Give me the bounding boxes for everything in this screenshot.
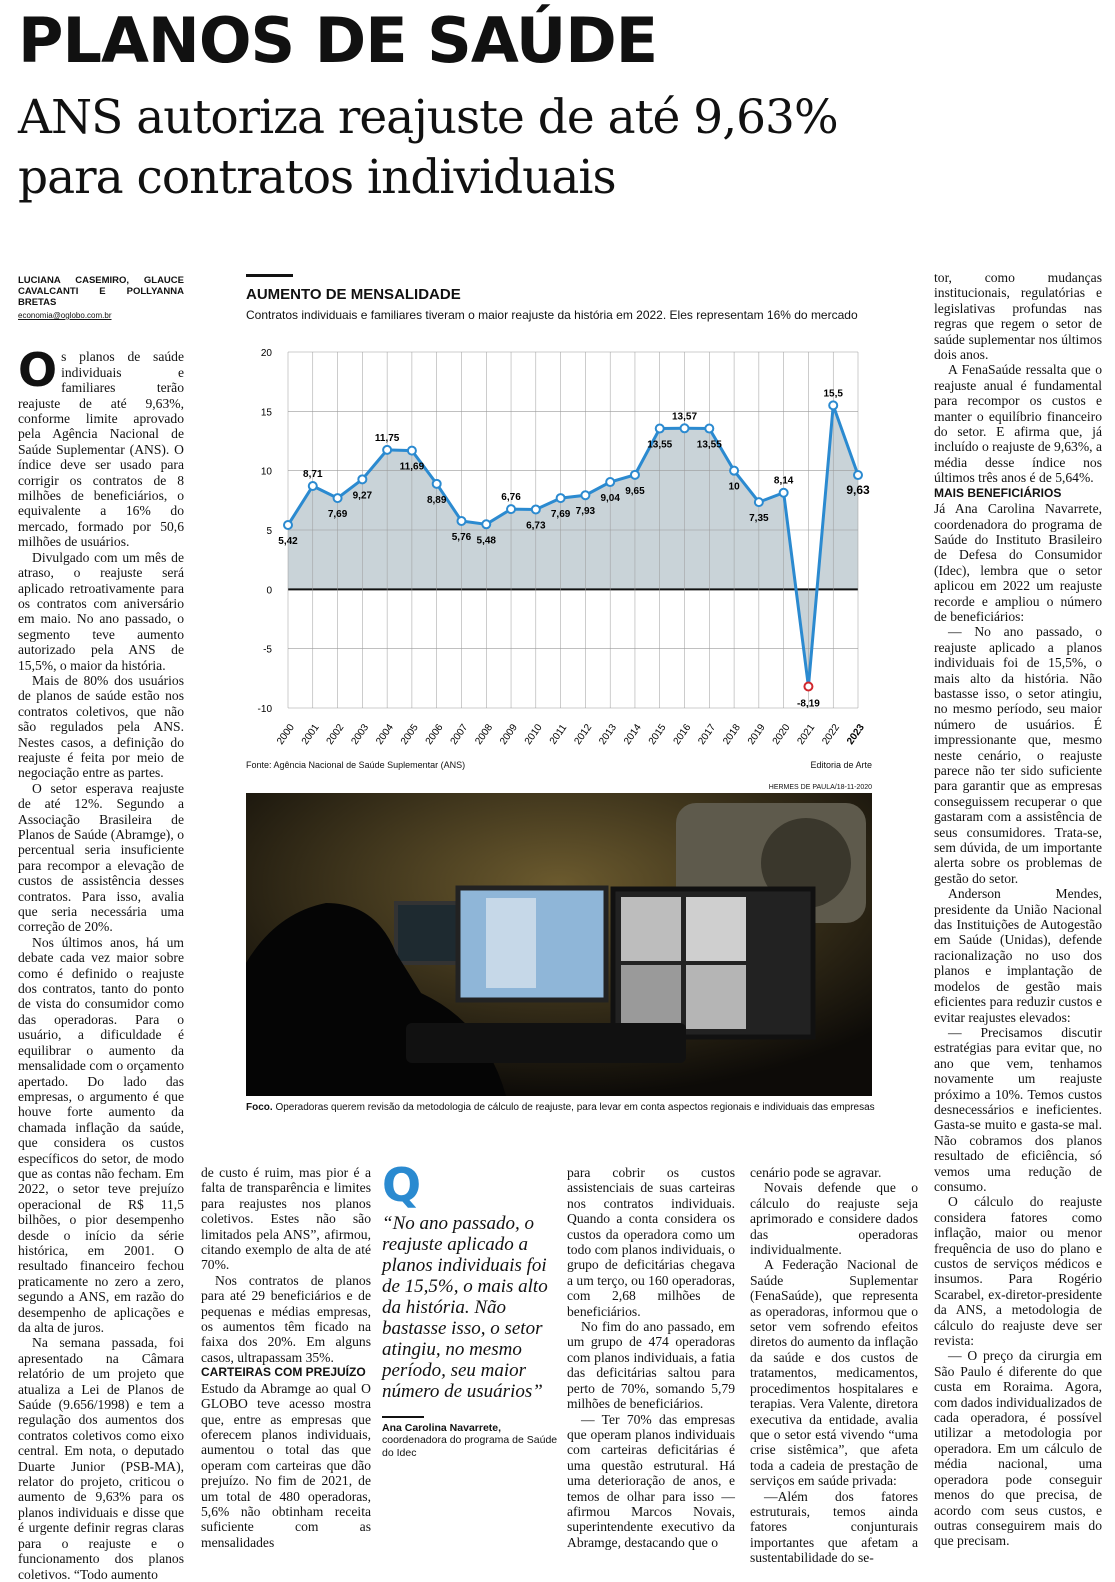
y-tick-label: -5 bbox=[263, 644, 272, 656]
data-label: -8,19 bbox=[797, 698, 820, 710]
subhead-beneficiarios: MAIS BENEFICIÁRIOS bbox=[934, 485, 1062, 500]
data-point bbox=[383, 446, 391, 454]
x-tick-label: 2018 bbox=[721, 722, 743, 747]
x-tick-label: 2016 bbox=[671, 722, 694, 747]
chart-rule bbox=[246, 274, 293, 277]
x-tick-label: 2010 bbox=[522, 722, 545, 747]
data-point bbox=[358, 475, 366, 483]
data-point bbox=[854, 471, 862, 479]
y-tick-label: 20 bbox=[260, 348, 272, 359]
pull-quote bbox=[382, 1158, 558, 1460]
paragraph: — O preço da cirurgia em São Paulo é diferente do que custa em Roraima. Agora, com dados individualizados de cada operadora, é possível utilizar a metodologia por operadora. Em um cálculo de média nacional, uma operadora pode conseguir menos do que precisa, de acordo com seus custos, e outras conseguirem mais do que precisam. bbox=[934, 1348, 1102, 1549]
paragraph: No fim do ano passado, em um grupo de 474 operadoras com planos individuais, a fatia das deficitárias saltou para perto de 70%, somando 5,79 milhões de beneficiários. bbox=[567, 1319, 735, 1412]
x-tick-label: 2002 bbox=[324, 722, 347, 747]
x-tick-label: 2012 bbox=[572, 722, 595, 747]
subhead-carteiras: CARTEIRAS COM PREJUÍZO bbox=[201, 1365, 366, 1380]
chart-title: AUMENTO DE MENSALIDADE bbox=[246, 286, 461, 303]
data-point bbox=[433, 480, 441, 488]
dropcap: O bbox=[18, 343, 58, 398]
data-label: 5,76 bbox=[451, 531, 472, 543]
x-tick-label: 2005 bbox=[398, 722, 421, 747]
article-column-4 bbox=[567, 1165, 735, 1550]
paragraph: Nos últimos anos, há um debate cada vez maior sobre como é definido o reajuste dos contratos, tanto do ponto de vista do consumidor como das operadoras. Para o usuário, a dificuldade é equilibrar o aumento da mensalidade com o orçamento apertado. Do lado das empresas, o argumento é que houve forte aumento da chamada inflação da saúde, que considera os custos específicos do setor, de modo que as contas não fecham. Em 2022, o setor teve prejuízo operacional de R$ 11,5 bilhões, o pior desempenho desde o início da série histórica, em 2001. O resultado financeiro fechou praticamente no zero a zero, segundo a ANS, em razão do desempenho de aplicações e da alta de juros. bbox=[18, 934, 184, 1335]
chart-credit: Editoria de Arte bbox=[810, 760, 872, 770]
data-point bbox=[681, 424, 689, 432]
chart-source: Fonte: Agência Nacional de Saúde Suplementar (ANS) bbox=[246, 760, 466, 770]
x-tick-label: 2011 bbox=[547, 722, 570, 747]
data-label: 15,5 bbox=[823, 388, 843, 400]
paragraph: O setor esperava reajuste de até 12%. Segundo a Associação Brasileira de Planos de Saúde (Abramge), o percentual seria insuficiente para recompor a elevação de custos de assistência desses contratos. Para isso, avalia que seria necessária uma correção de 20%. bbox=[18, 780, 184, 935]
data-label: 8,71 bbox=[303, 468, 323, 480]
data-label: 13,57 bbox=[672, 411, 698, 423]
x-tick-label: 2017 bbox=[696, 722, 719, 747]
byline: LUCIANA CASEMIRO, GLAUCE CAVALCANTI E POLLYANNA BRETAS bbox=[18, 275, 184, 308]
data-point bbox=[606, 478, 614, 486]
data-label: 8,14 bbox=[773, 475, 794, 487]
paragraph: —Além dos fatores estruturais, temos ainda fatores conjunturais importantes que afetam a sustentabilidade do se- bbox=[750, 1488, 918, 1566]
x-tick-label: 2007 bbox=[448, 722, 471, 747]
data-label: 9,04 bbox=[600, 493, 620, 505]
x-tick-label: 2003 bbox=[349, 722, 372, 747]
data-label: 13,55 bbox=[647, 439, 673, 451]
quote-author: Ana Carolina Navarrete, bbox=[382, 1422, 502, 1434]
data-label: 11,75 bbox=[374, 432, 400, 444]
data-point bbox=[482, 520, 490, 528]
x-tick-label: 2022 bbox=[820, 722, 843, 747]
x-tick-label: 2015 bbox=[646, 722, 669, 747]
paragraph: — No ano passado, o reajuste aplicado a planos individuais foi de 15,5%, o mais alto da história. Não bastasse isso, o setor atingiu, no mesmo período, seu maior número de usuários. É impressionante que, mesmo neste cenário, o reajuste parece não ter sido suficiente para garantir que as empresas conseguissem recuperar o que gastaram com a assistência de seus consumidores. Trata-se, sem dúvida, de um importante alerta sobre os problemas de gestão do setor. bbox=[934, 624, 1102, 886]
data-label: 8,89 bbox=[426, 494, 447, 506]
article-column-5 bbox=[750, 1165, 918, 1566]
photo-credit: HERMES DE PAULA/18-11-2020 bbox=[768, 784, 872, 791]
data-label: 9,27 bbox=[352, 490, 373, 502]
x-tick-label: 2009 bbox=[498, 722, 520, 747]
paragraph: Mais de 80% dos usuários de planos de saúde estão nos contratos coletivos, que não são regulados pela ANS. Nestes casos, a definição do reajuste é feita por meio de negociação entre as partes. bbox=[18, 672, 184, 781]
data-label: 9,65 bbox=[625, 485, 645, 497]
byline-email[interactable]: economia@oglobo.com.br bbox=[18, 311, 112, 320]
quote-role: coordenadora do programa de Saúde do Idec bbox=[382, 1434, 558, 1459]
data-point bbox=[457, 517, 465, 525]
data-point bbox=[557, 494, 565, 502]
article-column-1 bbox=[18, 275, 184, 1582]
paragraph: Novais defende que o cálculo do reajuste seja aprimorado e considere dados das operadoras individualmente. bbox=[750, 1180, 918, 1258]
line-chart bbox=[246, 340, 878, 754]
paragraph: Já Ana Carolina Navarrete, coordenadora do programa de Saúde do Instituto Brasileiro de Defesa do Consumidor (Idec), lembra que o setor aplicou em 2022 um reajuste recorde e ampliou o número de beneficiários: bbox=[934, 501, 1102, 624]
data-point bbox=[804, 683, 812, 691]
x-tick-label: 2023 bbox=[845, 722, 867, 747]
data-point bbox=[829, 401, 837, 409]
data-point bbox=[705, 425, 713, 433]
x-tick-label: 2006 bbox=[423, 722, 446, 747]
x-tick-label: 2020 bbox=[770, 722, 793, 747]
data-point bbox=[656, 425, 664, 433]
data-label: 7,69 bbox=[327, 509, 348, 521]
data-label: 7,93 bbox=[575, 506, 596, 518]
data-point bbox=[507, 505, 515, 513]
paragraph: Os planos de saúde individuais e familiares terão reajuste de até 9,63%, conforme limite aprovado pela Agência Nacional de Saúde Suplementar (ANS). O índice deve ser usado para corrigir os contratos de 8 milhões de beneficiários, o equivalente a 16% do mercado, formado por 50,6 milhões de usuários. bbox=[18, 343, 184, 550]
x-tick-label: 2014 bbox=[622, 722, 644, 747]
data-label: 6,73 bbox=[526, 520, 546, 532]
data-label: 5,48 bbox=[476, 535, 496, 547]
data-point bbox=[284, 521, 292, 529]
data-label: 11,69 bbox=[399, 461, 425, 473]
data-point bbox=[532, 505, 540, 513]
paragraph: — Ter 70% das empresas que operam planos individuais com carteiras deficitárias é uma questão estrutural. Há uma deterioração de anos, e temos de olhar para isso — afirmou Marcos Novais, superintendente executivo da Abramge, destacando que o bbox=[567, 1411, 735, 1550]
paragraph: para cobrir os custos assistenciais de suas carteiras nos contratos individuais. Quando a conta considera os custos da operadora como um todo com planos individuais, o grupo de deficitárias chegava a um terço, ou 160 operadoras, com 2,68 milhões de beneficiários. bbox=[567, 1165, 735, 1319]
photo-caption: Foco. Operadoras querem revisão da metodologia de cálculo de reajuste, para levar em conta aspectos regionais e individuais das empresas bbox=[246, 1102, 875, 1113]
paragraph: Estudo da Abramge ao qual O GLOBO teve acesso mostra que, entre as empresas que oferecem planos individuais, aumentou o total das que operam com carteiras que dão prejuízo. No fim de 2021, de um total de 480 operadoras, 5,6% não obtinham receita suficiente com as mensalidades bbox=[201, 1380, 371, 1550]
data-point bbox=[780, 489, 788, 497]
paragraph: A FenaSaúde ressalta que o reajuste anual é fundamental para recompor os custos e manter o equilíbrio financeiro do setor. E afirma que, já incluído o reajuste de 9,63%, a média desse índice nos últimos três anos é de 5,64%. bbox=[934, 362, 1102, 486]
data-point bbox=[309, 482, 317, 490]
x-tick-label: 2001 bbox=[299, 722, 322, 747]
paragraph: A Federação Nacional de Saúde Suplementar (FenaSaúde), que representa as operadoras, informou que o setor vem sofrendo efeitos diretos do aumento da inflação da saúde e dos custos de tratamentos, medicamentos, procedimentos hospitalares e terapias. Vera Valente, diretora executiva da entidade, avalia que o setor está vivendo “uma crise sistêmica”, que afeta toda a cadeia de prestação de serviços em saúde privada: bbox=[750, 1257, 918, 1489]
data-label: 5,42 bbox=[278, 536, 298, 548]
x-tick-label: 2013 bbox=[597, 722, 620, 747]
y-tick-label: 10 bbox=[260, 466, 272, 478]
data-point bbox=[581, 491, 589, 499]
x-tick-label: 2019 bbox=[745, 722, 768, 747]
x-tick-label: 2000 bbox=[275, 722, 297, 747]
y-tick-label: 0 bbox=[266, 585, 272, 597]
paragraph: — Precisamos discutir estratégias para evitar que, no ano que vem, tenhamos novamente um reajuste próximo a 10%. Temos custos desnecessários e ineficientes. Gasta-se muito e gasta-se mal. Não cobramos dos planos resultado de eficiência, só vemos uma redução de consumo. bbox=[934, 1024, 1102, 1194]
data-point bbox=[755, 498, 763, 506]
quote-text: “No ano passado, o reajuste aplicado a planos individuais foi de 15,5%, o mais alto da história. Não bastasse isso, o setor atingiu, no mesmo período, seu maior número de usuários” bbox=[382, 1213, 548, 1402]
data-label: 10 bbox=[728, 481, 740, 493]
data-point bbox=[408, 447, 416, 455]
x-tick-label: 2004 bbox=[374, 722, 396, 747]
kicker: PLANOS DE SAÚDE bbox=[18, 4, 658, 77]
y-tick-label: -10 bbox=[257, 704, 272, 715]
data-label: 7,69 bbox=[550, 509, 571, 521]
data-point bbox=[631, 471, 639, 479]
paragraph: Divulgado com um mês de atraso, o reajuste será aplicado retroativamente para os contratos com aniversário em maio. No ano passado, o segmento teve aumento autorizado pela ANS de 15,5%, o maior da história. bbox=[18, 549, 184, 673]
headline: ANS autoriza reajuste de até 9,63% para contratos individuais bbox=[18, 90, 838, 205]
data-point bbox=[730, 467, 738, 475]
paragraph: tor, como mudanças institucionais, regulatórias e legislativas profundas nas regras que regem o setor de saúde suplementar nos últimos dois anos. bbox=[934, 270, 1102, 363]
chart-subtitle: Contratos individuais e familiares tiveram o maior reajuste da história em 2022. Eles representam 16% do mercado bbox=[246, 308, 858, 322]
data-label: 9,63 bbox=[846, 483, 870, 498]
paragraph: Nos contratos de planos para até 29 beneficiários e de pequenas e médias empresas, os aumentos têm ficado na faixa dos 20%. Em alguns casos, ultrapassam 35%. bbox=[201, 1272, 371, 1365]
quote-icon: Q bbox=[382, 1158, 422, 1212]
article-column-6 bbox=[934, 270, 1102, 1549]
data-label: 6,76 bbox=[501, 492, 521, 504]
x-tick-label: 2008 bbox=[473, 722, 496, 747]
y-tick-label: 15 bbox=[260, 407, 272, 419]
paragraph: O cálculo do reajuste considera fatores como inflação, maior ou menor frequência de uso do plano e custos de serviços médicos e insumos. Para Rogério Scarabel, ex-diretor-presidente da ANS, a metodologia de cálculo do reajuste deve ser revista: bbox=[934, 1194, 1102, 1349]
area-fill bbox=[288, 405, 858, 686]
data-label: 13,55 bbox=[696, 439, 722, 451]
article-column-2 bbox=[201, 1165, 371, 1550]
paragraph: cenário pode se agravar. bbox=[750, 1165, 882, 1180]
paragraph: de custo é ruim, mas pior é a falta de transparência e limites para reajustes nos planos coletivos. Estes não são limitados pela ANS”, afirmou, citando exemplo de alta de até 70%. bbox=[201, 1165, 371, 1273]
data-label: 7,35 bbox=[749, 513, 769, 525]
paragraph: Na semana passada, foi apresentado na Câmara relatório de um projeto que atualiza a Lei de Planos de Saúde (9.656/1998) e tem a regulação dos aumentos dos contratos coletivos como eixo central. Em nota, o deputado Duarte Junior (PSB-MA), relator do projeto, criticou o aumento de 9,63% para os planos individuais e disse que é urgente definir regras claras para o reajuste e o funcionamento dos planos coletivos. “Todo aumento bbox=[18, 1335, 184, 1582]
paragraph: Anderson Mendes, presidente da União Nacional das Instituições de Autogestão em Saúde (Unidas), defende racionalização no uso dos planos e implantação de modelos de gestão mais eficientes para reduzir custos e evitar reajustes elevados: bbox=[934, 886, 1102, 1025]
quote-rule bbox=[382, 1416, 424, 1418]
data-point bbox=[334, 494, 342, 502]
photo bbox=[246, 793, 872, 1096]
y-tick-label: 5 bbox=[266, 526, 272, 537]
x-tick-label: 2021 bbox=[795, 722, 818, 747]
